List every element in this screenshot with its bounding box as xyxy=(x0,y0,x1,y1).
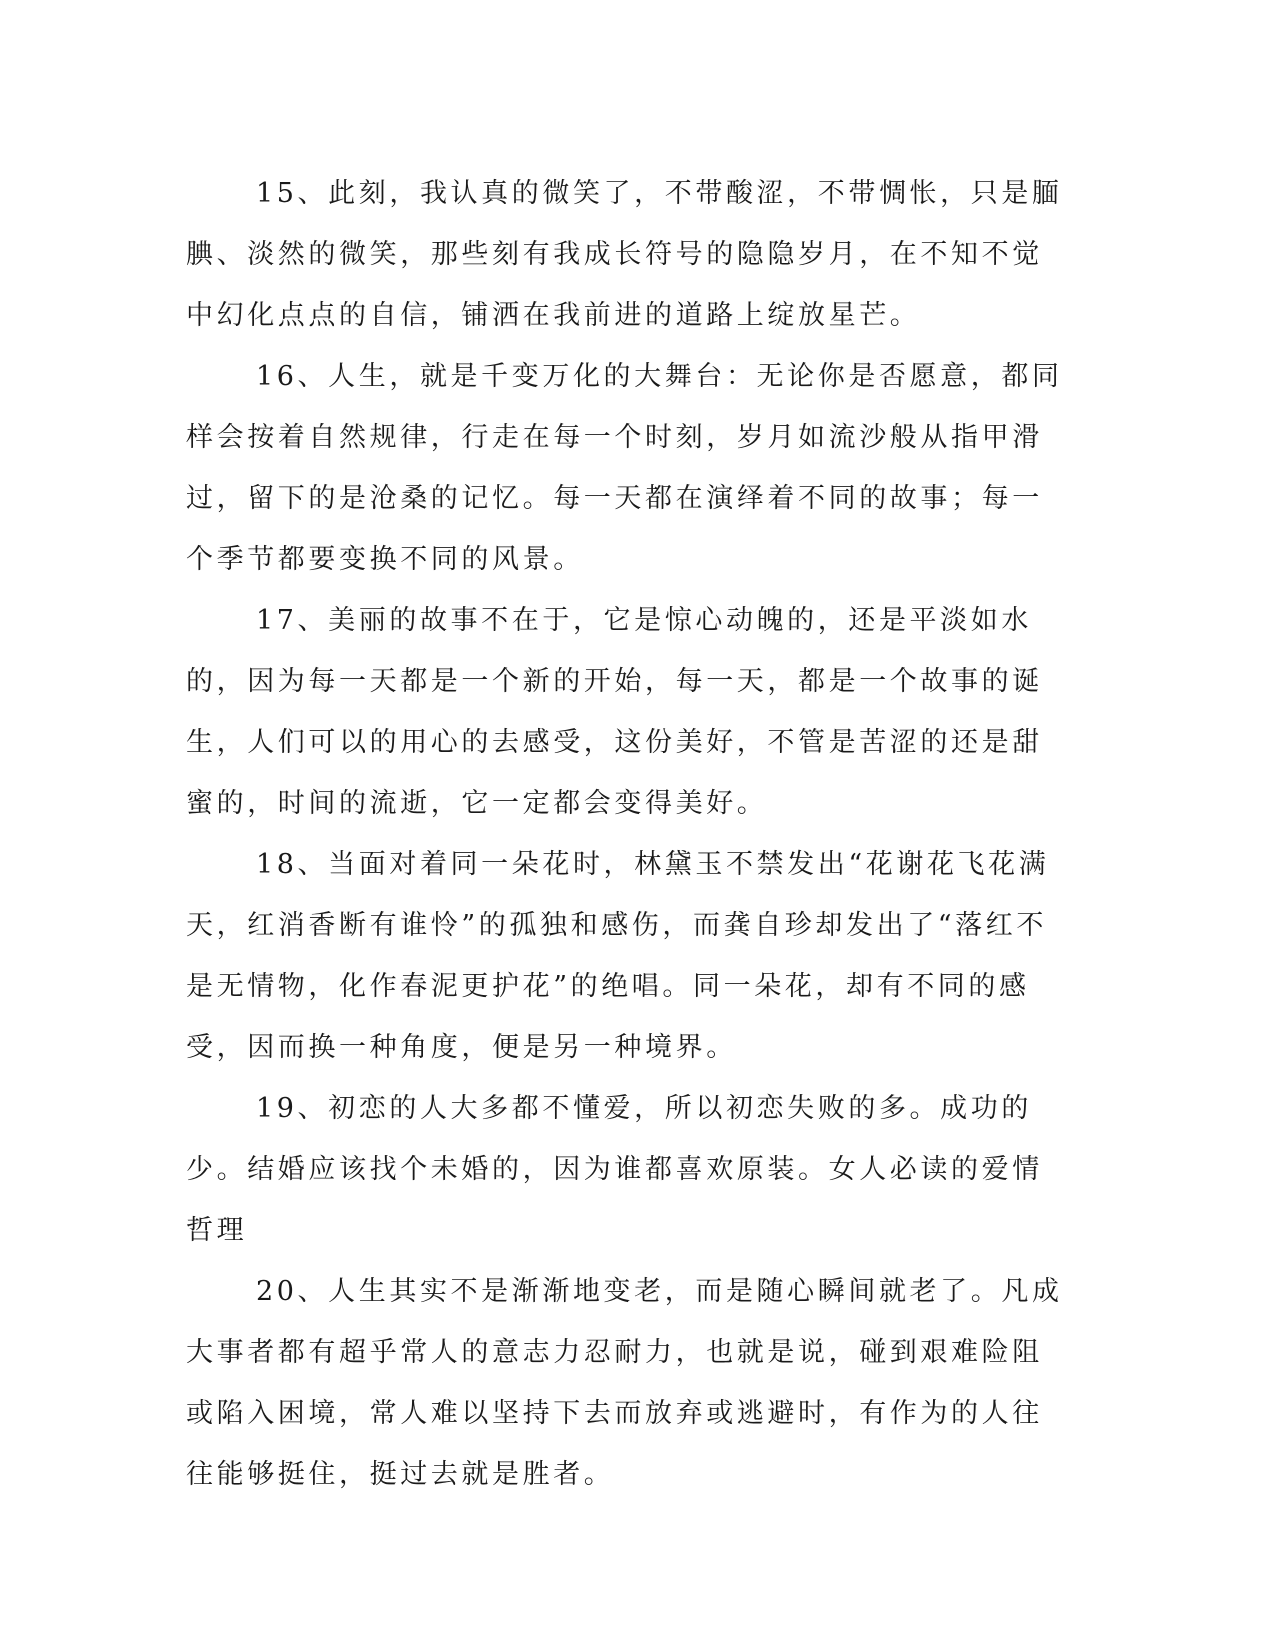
paragraph-16: 16、人生，就是千变万化的大舞台：无论你是否愿意，都同样会按着自然规律，行走在每一个时刻，岁月如流沙般从指甲滑过，留下的是沧桑的记忆。每一天都在演绎着不同的故事；每一个季节都要变换不同的风景。 xyxy=(186,361,1063,575)
paragraph-19: 19、初恋的人大多都不懂爱，所以初恋失败的多。成功的少。结婚应该找个未婚的，因为谁都喜欢原装。女人必读的爱情哲理 xyxy=(186,1093,1043,1246)
paragraph-15: 15、此刻，我认真的微笑了，不带酸涩，不带惆怅，只是腼腆、淡然的微笑，那些刻有我成长符号的隐隐岁月，在不知不觉中幻化点点的自信，铺洒在我前进的道路上绽放星芒。 xyxy=(186,178,1063,331)
paragraph-18: 18、当面对着同一朵花时，林黛玉不禁发出“花谢花飞花满天，红消香断有谁怜”的孤独和感伤，而龚自珍却发出了“落红不是无情物，化作春泥更护花”的绝唱。同一朵花，却有不同的感受，因而换一种角度，便是另一种境界。 xyxy=(186,849,1050,1063)
paragraph-17: 17、美丽的故事不在于，它是惊心动魄的，还是平淡如水的，因为每一天都是一个新的开始，每一天，都是一个故事的诞生，人们可以的用心的去感受，这份美好，不管是苦涩的还是甜蜜的，时间的流逝，它一定都会变得美好。 xyxy=(186,605,1043,819)
document-body xyxy=(186,163,1066,1505)
paragraph-20: 20、人生其实不是渐渐地变老，而是随心瞬间就老了。凡成大事者都有超乎常人的意志力忍耐力，也就是说，碰到艰难险阻或陷入困境，常人难以坚持下去而放弃或逃避时，有作为的人往往能够挺住，挺过去就是胜者。 xyxy=(186,1276,1063,1490)
